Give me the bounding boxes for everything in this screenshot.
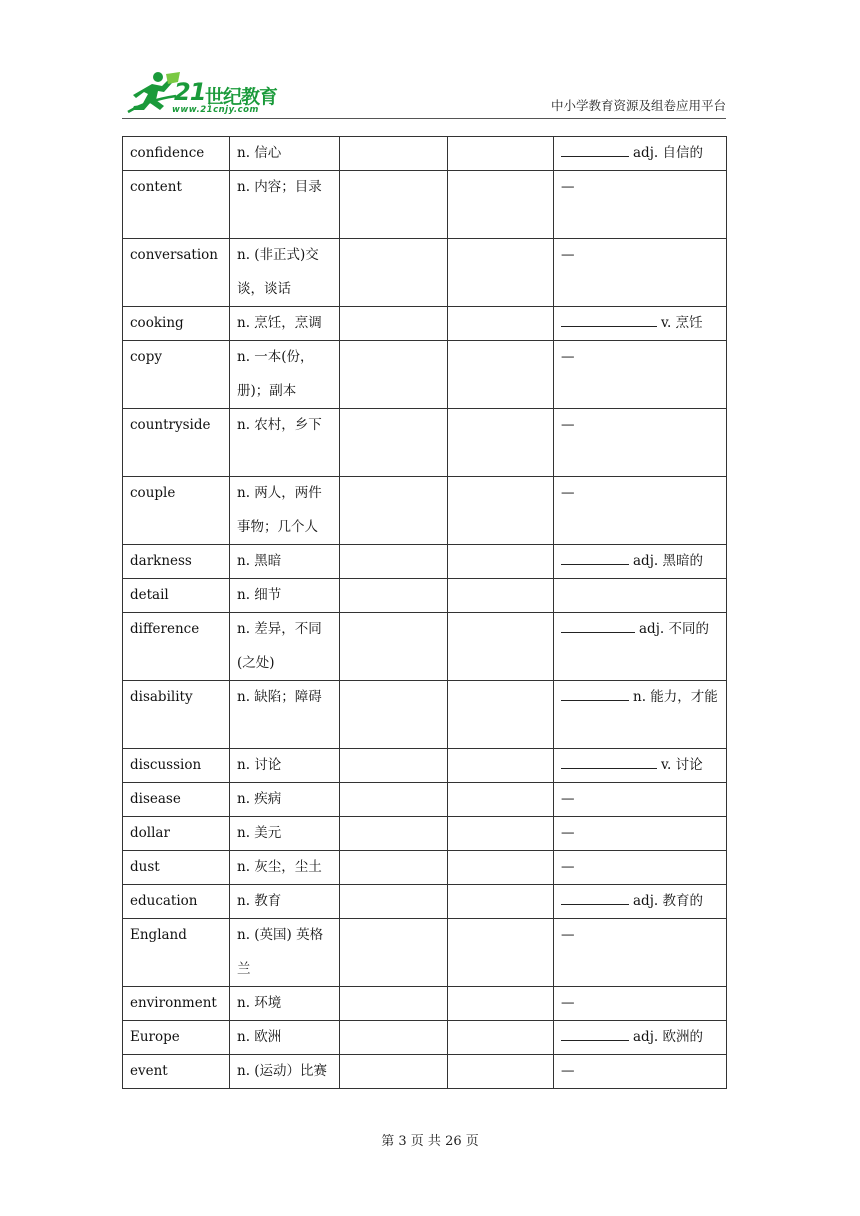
table-row bbox=[123, 851, 727, 885]
meaning-cell bbox=[230, 851, 340, 885]
derived-line bbox=[561, 238, 719, 272]
empty-cell bbox=[340, 341, 448, 409]
table-row bbox=[123, 1021, 727, 1055]
word-text: difference bbox=[130, 621, 200, 637]
derived-cell bbox=[554, 919, 727, 987]
vocab-table bbox=[122, 136, 727, 1089]
derived-line bbox=[561, 850, 719, 884]
answer-blank[interactable] bbox=[561, 1026, 629, 1041]
derived-cell bbox=[554, 851, 727, 885]
footer-current-page: 3 bbox=[398, 1134, 407, 1149]
answer-blank[interactable] bbox=[561, 754, 657, 769]
table-row bbox=[123, 545, 727, 579]
meaning-text: n. 疾病 bbox=[237, 791, 282, 807]
derived-text: — bbox=[561, 927, 575, 943]
empty-cell bbox=[448, 239, 554, 307]
empty-cell bbox=[448, 783, 554, 817]
meaning-text: n. 农村，乡下 bbox=[237, 417, 322, 433]
word-cell bbox=[123, 579, 230, 613]
derived-cell bbox=[554, 307, 727, 341]
derived-text: — bbox=[561, 349, 575, 365]
word-cell bbox=[123, 307, 230, 341]
meaning-text: n. 教育 bbox=[237, 893, 282, 909]
derived-cell bbox=[554, 817, 727, 851]
empty-cell bbox=[448, 545, 554, 579]
derived-line bbox=[561, 476, 719, 510]
derived-text: — bbox=[561, 417, 575, 433]
table-row bbox=[123, 579, 727, 613]
meaning-cell bbox=[230, 477, 340, 545]
derived-cell bbox=[554, 137, 727, 171]
derived-text: — bbox=[561, 859, 575, 875]
word-text: detail bbox=[130, 587, 169, 603]
logo-main-text: 21 bbox=[174, 78, 206, 106]
table-row bbox=[123, 783, 727, 817]
derived-line bbox=[561, 136, 719, 170]
derived-text: — bbox=[561, 485, 575, 501]
meaning-text: n. 细节 bbox=[237, 587, 282, 603]
table-row bbox=[123, 137, 727, 171]
word-cell bbox=[123, 341, 230, 409]
meaning-cell bbox=[230, 749, 340, 783]
table-row bbox=[123, 409, 727, 477]
word-text: event bbox=[130, 1063, 168, 1079]
derived-line bbox=[561, 408, 719, 442]
empty-cell bbox=[340, 817, 448, 851]
empty-cell bbox=[448, 851, 554, 885]
derived-text: v. 讨论 bbox=[661, 757, 703, 773]
word-cell bbox=[123, 1055, 230, 1089]
empty-cell bbox=[448, 613, 554, 681]
derived-cell bbox=[554, 477, 727, 545]
derived-cell bbox=[554, 409, 727, 477]
empty-cell bbox=[448, 987, 554, 1021]
empty-cell bbox=[340, 409, 448, 477]
word-cell bbox=[123, 919, 230, 987]
empty-cell bbox=[448, 579, 554, 613]
empty-cell bbox=[340, 851, 448, 885]
answer-blank[interactable] bbox=[561, 618, 635, 633]
answer-blank[interactable] bbox=[561, 550, 629, 565]
table-row bbox=[123, 477, 727, 545]
empty-cell bbox=[448, 1055, 554, 1089]
derived-cell bbox=[554, 579, 727, 613]
word-cell bbox=[123, 1021, 230, 1055]
derived-cell bbox=[554, 239, 727, 307]
meaning-text: n. 美元 bbox=[237, 825, 282, 841]
empty-cell bbox=[340, 545, 448, 579]
table-row bbox=[123, 885, 727, 919]
empty-cell bbox=[448, 681, 554, 749]
word-text: countryside bbox=[130, 417, 211, 433]
table-row bbox=[123, 919, 727, 987]
empty-cell bbox=[448, 307, 554, 341]
derived-line bbox=[561, 1020, 719, 1054]
empty-cell bbox=[340, 1055, 448, 1089]
meaning-cell bbox=[230, 1021, 340, 1055]
empty-cell bbox=[448, 171, 554, 239]
derived-text: adj. 不同的 bbox=[639, 621, 709, 637]
derived-cell bbox=[554, 1021, 727, 1055]
meaning-text: n. 环境 bbox=[237, 995, 282, 1011]
answer-blank[interactable] bbox=[561, 890, 629, 905]
empty-cell bbox=[340, 783, 448, 817]
empty-cell bbox=[340, 307, 448, 341]
page-footer bbox=[0, 1130, 860, 1149]
table-row bbox=[123, 239, 727, 307]
meaning-cell bbox=[230, 545, 340, 579]
derived-text: — bbox=[561, 247, 575, 263]
derived-line bbox=[561, 544, 719, 578]
empty-cell bbox=[340, 1021, 448, 1055]
word-cell bbox=[123, 477, 230, 545]
empty-cell bbox=[448, 817, 554, 851]
meaning-text: n. 两人，两件事物；几个人 bbox=[237, 485, 322, 535]
word-cell bbox=[123, 171, 230, 239]
empty-cell bbox=[340, 919, 448, 987]
derived-text: — bbox=[561, 825, 575, 841]
meaning-text: n. 差异，不同(之处) bbox=[237, 621, 322, 671]
answer-blank[interactable] bbox=[561, 312, 657, 327]
meaning-cell bbox=[230, 579, 340, 613]
derived-line bbox=[561, 748, 719, 782]
word-cell bbox=[123, 137, 230, 171]
table-row bbox=[123, 681, 727, 749]
word-text: darkness bbox=[130, 553, 192, 569]
table-row bbox=[123, 171, 727, 239]
empty-cell bbox=[340, 613, 448, 681]
word-text: content bbox=[130, 179, 182, 195]
footer-mid: 页 共 bbox=[410, 1134, 441, 1149]
derived-cell bbox=[554, 341, 727, 409]
derived-line bbox=[561, 170, 719, 204]
word-text: discussion bbox=[130, 757, 202, 773]
meaning-text: n. 一本(份，册)；副本 bbox=[237, 349, 314, 399]
derived-cell bbox=[554, 171, 727, 239]
meaning-cell bbox=[230, 919, 340, 987]
derived-text: adj. 自信的 bbox=[633, 145, 703, 161]
empty-cell bbox=[340, 239, 448, 307]
derived-line bbox=[561, 1054, 719, 1088]
table-row bbox=[123, 613, 727, 681]
derived-cell bbox=[554, 987, 727, 1021]
word-text: disease bbox=[130, 791, 181, 807]
meaning-cell bbox=[230, 409, 340, 477]
page-header bbox=[122, 68, 726, 119]
empty-cell bbox=[340, 681, 448, 749]
meaning-text: n. (非正式)交谈，谈话 bbox=[237, 247, 319, 297]
word-text: couple bbox=[130, 485, 176, 501]
meaning-cell bbox=[230, 341, 340, 409]
answer-blank[interactable] bbox=[561, 142, 629, 157]
empty-cell bbox=[340, 579, 448, 613]
empty-cell bbox=[448, 885, 554, 919]
word-text: disability bbox=[130, 689, 193, 705]
derived-line bbox=[561, 340, 719, 374]
meaning-cell bbox=[230, 681, 340, 749]
word-cell bbox=[123, 783, 230, 817]
empty-cell bbox=[448, 749, 554, 783]
derived-line bbox=[561, 612, 719, 646]
meaning-text: n. 烹饪，烹调 bbox=[237, 315, 322, 331]
word-text: dollar bbox=[130, 825, 170, 841]
meaning-cell bbox=[230, 817, 340, 851]
meaning-text: n. 灰尘，尘土 bbox=[237, 859, 322, 875]
footer-suffix: 页 bbox=[465, 1134, 479, 1149]
table-row bbox=[123, 817, 727, 851]
derived-cell bbox=[554, 1055, 727, 1089]
derived-line bbox=[561, 782, 719, 816]
derived-cell bbox=[554, 749, 727, 783]
meaning-text: n. (运动）比赛 bbox=[237, 1063, 328, 1079]
word-cell bbox=[123, 545, 230, 579]
meaning-cell bbox=[230, 239, 340, 307]
word-cell bbox=[123, 817, 230, 851]
logo-cn-text: 世纪教育 bbox=[205, 86, 278, 108]
footer-total-pages: 26 bbox=[445, 1134, 462, 1149]
platform-title: 中小学教育资源及组卷应用平台 bbox=[550, 98, 726, 113]
answer-blank[interactable] bbox=[561, 686, 629, 701]
table-row bbox=[123, 1055, 727, 1089]
derived-line bbox=[561, 680, 719, 714]
empty-cell bbox=[340, 749, 448, 783]
meaning-cell bbox=[230, 307, 340, 341]
logo bbox=[122, 68, 297, 116]
word-text: education bbox=[130, 893, 198, 909]
meaning-cell bbox=[230, 1055, 340, 1089]
meaning-text: n. 欧洲 bbox=[237, 1029, 282, 1045]
word-text: confidence bbox=[130, 145, 205, 161]
derived-text: adj. 欧洲的 bbox=[633, 1029, 703, 1045]
meaning-text: n. 信心 bbox=[237, 145, 282, 161]
word-text: conversation bbox=[130, 247, 218, 263]
word-text: England bbox=[130, 927, 187, 943]
empty-cell bbox=[340, 987, 448, 1021]
derived-line bbox=[561, 816, 719, 850]
derived-cell bbox=[554, 885, 727, 919]
derived-text: — bbox=[561, 1063, 575, 1079]
word-text: cooking bbox=[130, 315, 184, 331]
word-cell bbox=[123, 749, 230, 783]
empty-cell bbox=[448, 409, 554, 477]
table-row bbox=[123, 307, 727, 341]
meaning-cell bbox=[230, 613, 340, 681]
word-cell bbox=[123, 239, 230, 307]
derived-text: adj. 教育的 bbox=[633, 893, 703, 909]
derived-cell bbox=[554, 681, 727, 749]
word-text: Europe bbox=[130, 1029, 180, 1045]
derived-line bbox=[561, 884, 719, 918]
empty-cell bbox=[340, 171, 448, 239]
word-cell bbox=[123, 885, 230, 919]
derived-text: — bbox=[561, 791, 575, 807]
meaning-text: n. 黑暗 bbox=[237, 553, 282, 569]
empty-cell bbox=[448, 477, 554, 545]
meaning-cell bbox=[230, 783, 340, 817]
meaning-cell bbox=[230, 171, 340, 239]
word-text: copy bbox=[130, 349, 162, 365]
derived-text: — bbox=[561, 179, 575, 195]
word-cell bbox=[123, 851, 230, 885]
empty-cell bbox=[340, 885, 448, 919]
meaning-cell bbox=[230, 987, 340, 1021]
table-row bbox=[123, 987, 727, 1021]
meaning-cell bbox=[230, 885, 340, 919]
empty-cell bbox=[448, 137, 554, 171]
empty-cell bbox=[448, 1021, 554, 1055]
empty-cell bbox=[340, 477, 448, 545]
meaning-text: n. (英国) 英格兰 bbox=[237, 927, 324, 977]
meaning-text: n. 内容；目录 bbox=[237, 179, 322, 195]
derived-text: — bbox=[561, 995, 575, 1011]
table-row bbox=[123, 749, 727, 783]
derived-text: adj. 黑暗的 bbox=[633, 553, 703, 569]
derived-cell bbox=[554, 783, 727, 817]
derived-cell bbox=[554, 545, 727, 579]
meaning-text: n. 讨论 bbox=[237, 757, 282, 773]
word-cell bbox=[123, 409, 230, 477]
derived-line bbox=[561, 306, 719, 340]
meaning-text: n. 缺陷；障碍 bbox=[237, 689, 322, 705]
table-row bbox=[123, 341, 727, 409]
meaning-cell bbox=[230, 137, 340, 171]
derived-text: v. 烹饪 bbox=[661, 315, 703, 331]
word-text: dust bbox=[130, 859, 160, 875]
word-text: environment bbox=[130, 995, 217, 1011]
derived-line bbox=[561, 918, 719, 952]
derived-line bbox=[561, 986, 719, 1020]
footer-prefix: 第 bbox=[381, 1134, 395, 1149]
word-cell bbox=[123, 681, 230, 749]
derived-cell bbox=[554, 613, 727, 681]
empty-cell bbox=[448, 919, 554, 987]
word-cell bbox=[123, 987, 230, 1021]
derived-text: n. 能力，才能 bbox=[633, 689, 718, 705]
empty-cell bbox=[448, 341, 554, 409]
logo-url-text: www.21cnjy.com bbox=[172, 105, 259, 115]
empty-cell bbox=[340, 137, 448, 171]
word-cell bbox=[123, 613, 230, 681]
